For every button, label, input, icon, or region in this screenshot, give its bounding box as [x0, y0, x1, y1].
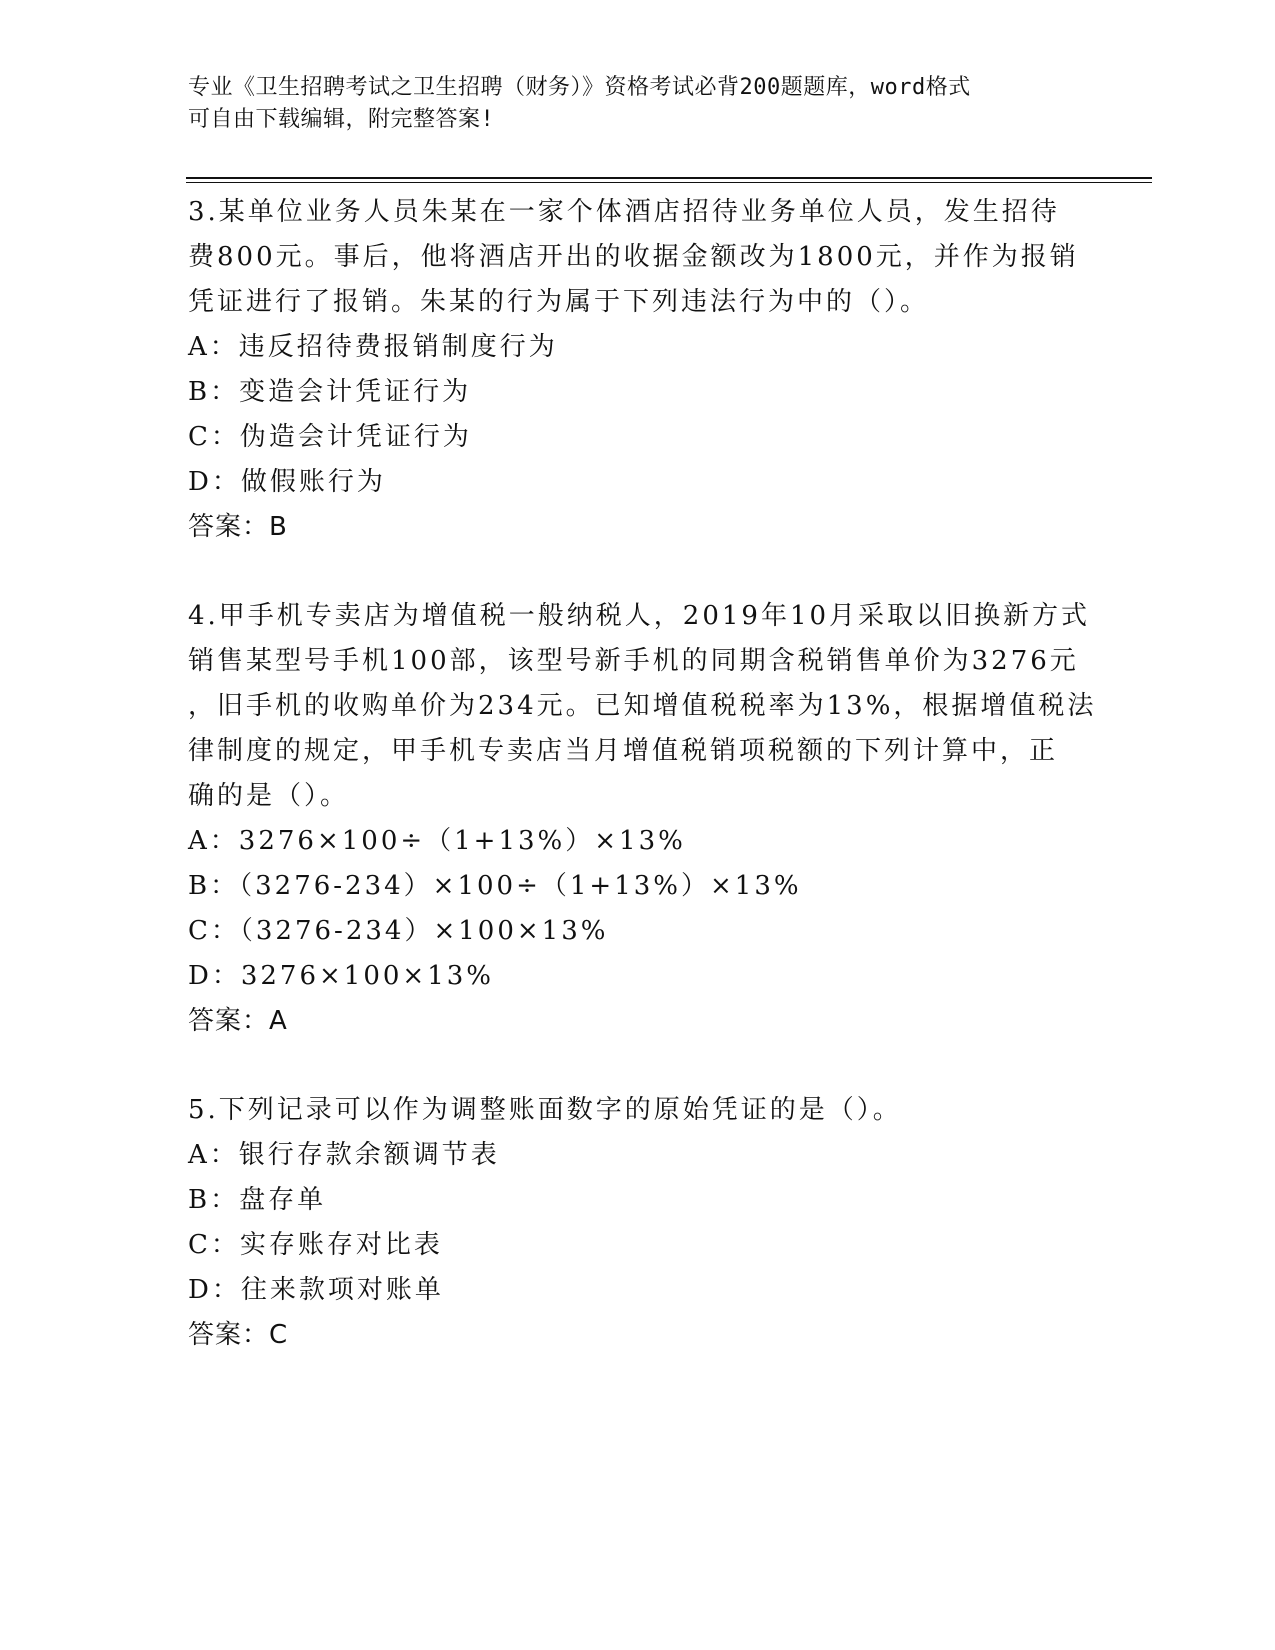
question-stem — [188, 190, 1088, 325]
question-list — [188, 190, 1097, 1358]
stem-line: 凭证进行了报销。朱某的行为属于下列违法行为中的（）。 — [188, 287, 930, 317]
stem-line: 3.某单位业务人员朱某在一家个体酒店招待业务单位人员，发生招待 — [188, 197, 1060, 227]
question-spacer — [188, 1044, 1088, 1088]
option-d: D：做假账行为 — [188, 467, 386, 497]
question-5 — [188, 1088, 1088, 1358]
header-note — [188, 72, 1068, 136]
stem-line: 销售某型号手机100部，该型号新手机的同期含税销售单价为3276元 — [188, 646, 1079, 676]
answer-line: 答案：B — [188, 512, 288, 542]
option-b: B：（3276-234）×100÷（1+13%）×13% — [188, 871, 802, 901]
stem-line: 5.下列记录可以作为调整账面数字的原始凭证的是（）。 — [188, 1095, 902, 1125]
option-c: C：伪造会计凭证行为 — [188, 422, 472, 452]
question-stem — [188, 594, 1097, 819]
option-a: A：银行存款余额调节表 — [188, 1140, 500, 1170]
option-c: C：实存账存对比表 — [188, 1230, 443, 1260]
option-b: B：变造会计凭证行为 — [188, 377, 472, 407]
stem-line: 4.甲手机专卖店为增值税一般纳税人，2019年10月采取以旧换新方式 — [188, 601, 1091, 631]
question-4 — [188, 594, 1097, 1044]
stem-line: 费800元。事后，他将酒店开出的收据金额改为1800元，并作为报销 — [188, 242, 1079, 272]
option-b: B：盘存单 — [188, 1185, 327, 1215]
header-line: 专业《卫生招聘考试之卫生招聘（财务）》资格考试必背200题题库，word格式 — [188, 75, 971, 100]
header-divider-thin — [186, 182, 1152, 183]
answer-line: 答案：A — [188, 1006, 288, 1036]
question-3 — [188, 190, 1088, 550]
option-a: A：3276×100÷（1+13%）×13% — [188, 826, 686, 856]
question-stem — [188, 1088, 1088, 1133]
header-line: 可自由下载编辑，附完整答案! — [188, 107, 495, 132]
option-c: C：（3276-234）×100×13% — [188, 916, 609, 946]
stem-line: ，旧手机的收购单价为234元。已知增值税税率为13%，根据增值税法 — [188, 691, 1097, 721]
stem-line: 律制度的规定，甲手机专卖店当月增值税销项税额的下列计算中，正 — [188, 736, 1059, 766]
option-d: D：往来款项对账单 — [188, 1275, 444, 1305]
header-divider-thick — [186, 177, 1152, 179]
question-spacer — [188, 550, 1088, 594]
option-a: A：违反招待费报销制度行为 — [188, 332, 558, 362]
stem-line: 确的是（）。 — [188, 781, 350, 811]
option-d: D：3276×100×13% — [188, 961, 494, 991]
answer-line: 答案：C — [188, 1320, 289, 1350]
